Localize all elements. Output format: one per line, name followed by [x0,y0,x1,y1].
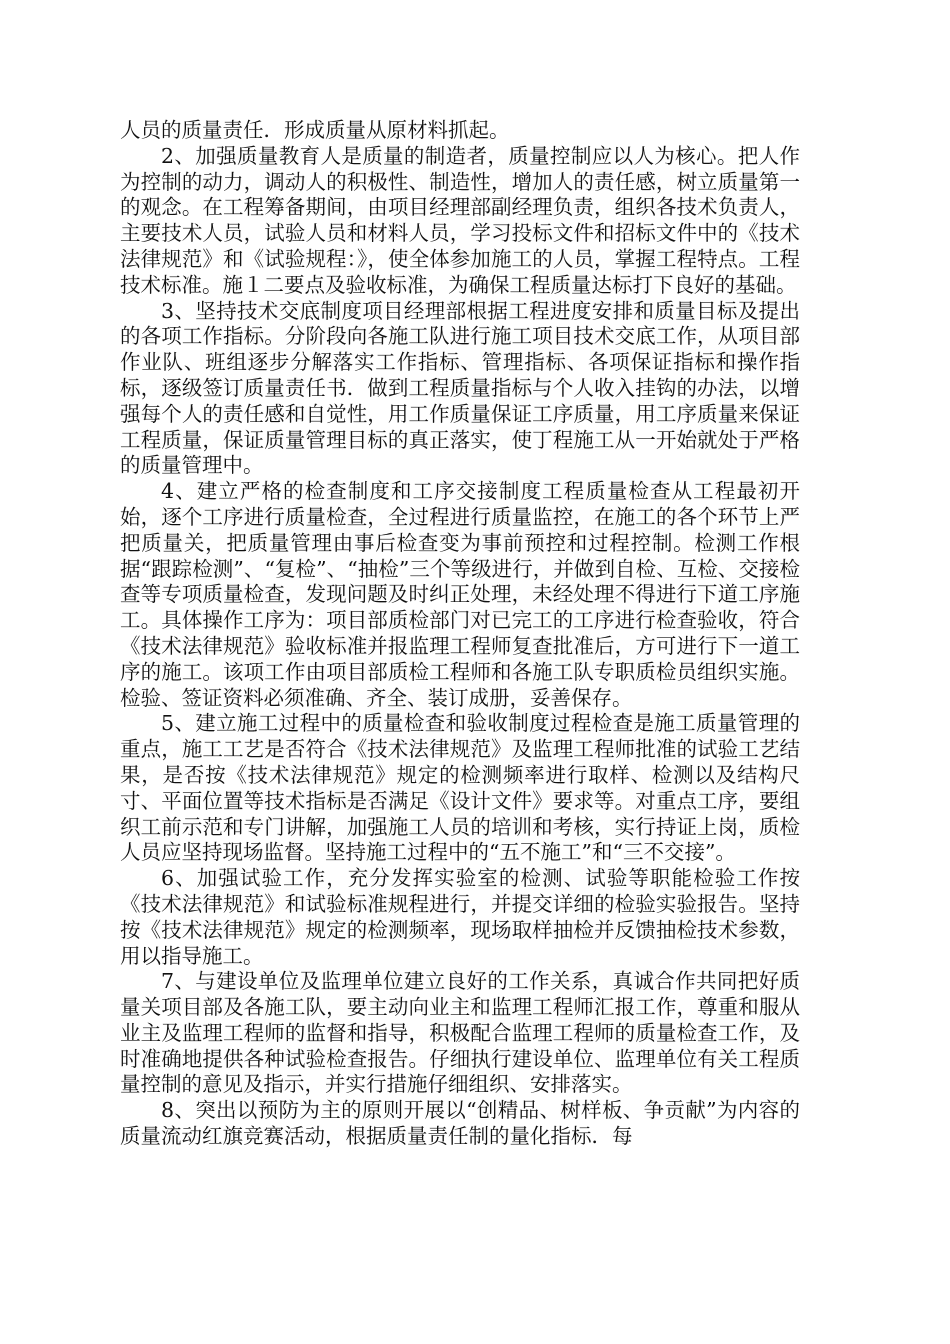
paragraph-item-5: 5、建立施工过程中的质量检查和验收制度过程检查是施工质量管理的重点，施工工艺是否符合《技术法律规范》及监理工程师批准的试验工艺结果，是否按《技术法律规范》规定的检测频率进行取样、检测以及结构尺寸、平面位置等技术指标是否满足《设计文件》要求等。对重点工序，要组织工前示范和专门讲解，加强施工人员的培训和考核，实行持证上岗，质检人员应坚持现场监督。坚持施工过程中的“五不施工”和“三不交接”。 [120,711,800,865]
document-body [120,118,800,1150]
paragraph-item-4: 4、建立严格的检查制度和工序交接制度工程质量检查从工程最初开始，逐个工序进行质量检查，全过程进行质量监控，在施工的各个环节上严把质量关，把质量管理由事后检查变为事前预控和过程控制。检测工作根据“跟踪检测”、“复检”、“抽检”三个等级进行，并做到自检、互检、交接检查等专项质量检查，发现问题及时纠正处理，未经处理不得进行下道工序施工。具体操作工序为：项目部质检部门对已完工的工序进行检查验收，符合《技术法律规范》验收标准并报监理工程师复查批准后，方可进行下一道工序的施工。该项工作由项目部质检工程师和各施工队专职质检员组织实施。检验、签证资料必须准确、齐全、装订成册，妥善保存。 [120,479,800,710]
paragraph-item-6: 6、加强试验工作，充分发挥实验室的检测、试验等职能检验工作按《技术法律规范》和试验标准规程进行，并提交详细的检验实验报告。坚持按《技术法律规范》规定的检测频率，现场取样抽检并反馈抽检技术参数，用以指导施工。 [120,866,800,968]
paragraph-item-8: 8、突出以预防为主的原则开展以“创精品、树样板、争贡献”为内容的质量流动红旗竞赛活动，根据质量责任制的量化指标．每 [120,1098,800,1149]
paragraph-item-3: 3、坚持技术交底制度项目经理部根据工程进度安排和质量目标及提出的各项工作指标。分阶段向各施工队进行施工项目技术交底工作，从项目部作业队、班组逐步分解落实工作指标、管理指标、各项保证指标和操作指标，逐级签订质量责任书．做到工程质量指标与个人收入挂钩的办法，以增强每个人的责任感和自觉性，用工作质量保证工序质量，用工序质量来保证工程质量，保证质量管理目标的真正落实，使丁程施工从一开始就处于严格的质量管理中。 [120,298,800,478]
paragraph-item-7: 7、与建设单位及监理单位建立良好的工作关系，真诚合作共同把好质量关项目部及各施工队，要主动向业主和监理工程师汇报工作，尊重和服从业主及监理工程师的监督和指导，积极配合监理工程师的质量检查工作，及时准确地提供各种试验检查报告。仔细执行建设单位、监理单位有关工程质量控制的意见及指示，并实行措施仔细组织、安排落实。 [120,969,800,1097]
paragraph-continuation: 人员的质量责任．形成质量从原材料抓起。 [120,118,510,142]
paragraph-item-2: 2、加强质量教育人是质量的制造者，质量控制应以人为核心。把人作为控制的动力，调动人的积极性、制造性，增加人的责任感，树立质量第一的观念。在工程筹备期间，由项目经理部副经理负责，组织各技术负责人，主要技术人员，试验人员和材料人员，学习投标文件和招标文件中的《技术法律规范》和《试验规程：》，使全体参加施工的人员，掌握工程特点。工程技术标准。施１二要点及验收标准，为确保工程质量达标打下良好的基础。 [120,143,800,297]
